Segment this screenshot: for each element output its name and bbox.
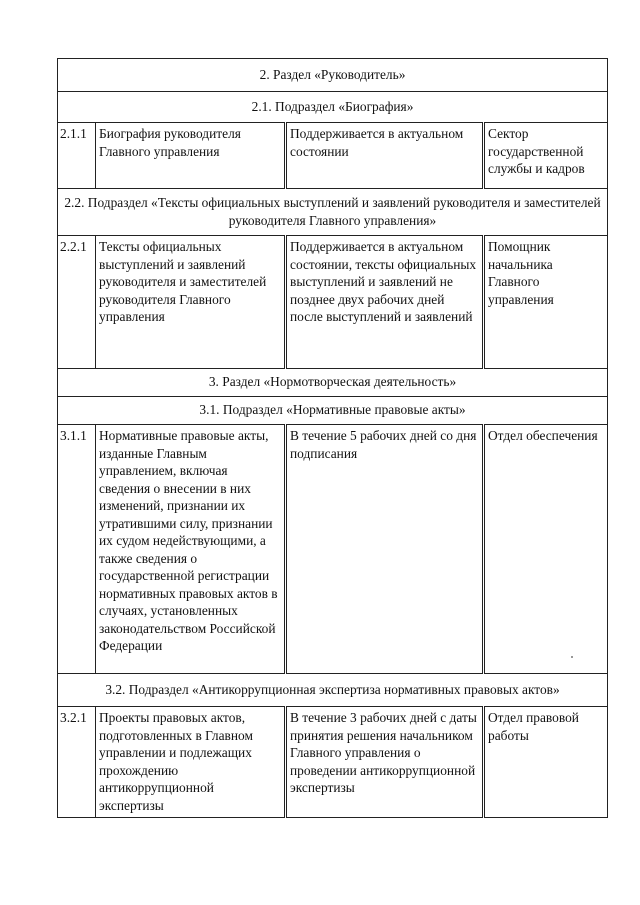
subsection-header-row xyxy=(58,92,608,123)
item-responsible: Сектор государственной службы и кадров xyxy=(484,123,608,189)
subsection-header-row xyxy=(58,189,608,236)
item-info: Нормативные правовые акты, изданные Главным управлением, включая сведения о внесении в них изменений, признании их утратившими силу, признании их судом недействующими, а также сведения о государственной регистрации нормативных правовых актов в случаях, установленных законодательством Российской Федерации xyxy=(96,425,286,674)
subsection-header: 3.2. Подраздел «Антикоррупционная экспертиза нормативных правовых актов» xyxy=(58,674,608,707)
publication-schedule-table xyxy=(57,58,608,818)
item-number: 3.2.1 xyxy=(58,707,96,818)
item-info: Биография руководителя Главного управления xyxy=(96,123,286,189)
item-number: 2.1.1 xyxy=(58,123,96,189)
item-info: Проекты правовых актов, подготовленных в Главном управлении и подлежащих прохождению антикоррупционной экспертизы xyxy=(96,707,286,818)
subsection-header-row xyxy=(58,674,608,707)
item-responsible: Отдел правовой работы xyxy=(484,707,608,818)
item-info: Тексты официальных выступлений и заявлений руководителя и заместителей руководителя Главного управления xyxy=(96,236,286,369)
item-deadline: В течение 3 рабочих дней с даты принятия решения начальником Главного управления о проведении антикоррупционной экспертизы xyxy=(286,707,484,818)
subsection-header: 2.1. Подраздел «Биография» xyxy=(58,92,608,123)
item-number: 3.1.1 xyxy=(58,425,96,674)
section-header-row xyxy=(58,369,608,397)
table-row xyxy=(58,123,608,189)
table-row xyxy=(58,707,608,818)
table-row xyxy=(58,236,608,369)
item-deadline: Поддерживается в актуальном состоянии, тексты официальных выступлений и заявлений не позднее двух рабочих дней после выступлений и заявлений xyxy=(286,236,484,369)
subsection-header: 3.1. Подраздел «Нормативные правовые акты» xyxy=(58,397,608,425)
section-header: 3. Раздел «Нормотворческая деятельность» xyxy=(58,369,608,397)
item-responsible: Помощник начальника Главного управления xyxy=(484,236,608,369)
subsection-header-row xyxy=(58,397,608,425)
subsection-header: 2.2. Подраздел «Тексты официальных выступлений и заявлений руководителя и заместителей руководителя Главного управления» xyxy=(58,189,608,236)
item-responsible: Отдел обеспечения xyxy=(484,425,608,674)
section-header-row xyxy=(58,59,608,92)
item-deadline: Поддерживается в актуальном состоянии xyxy=(286,123,484,189)
item-deadline: В течение 5 рабочих дней со дня подписания xyxy=(286,425,484,674)
table-row xyxy=(58,425,608,674)
item-number: 2.2.1 xyxy=(58,236,96,369)
scan-speck xyxy=(571,656,573,658)
section-header: 2. Раздел «Руководитель» xyxy=(58,59,608,92)
